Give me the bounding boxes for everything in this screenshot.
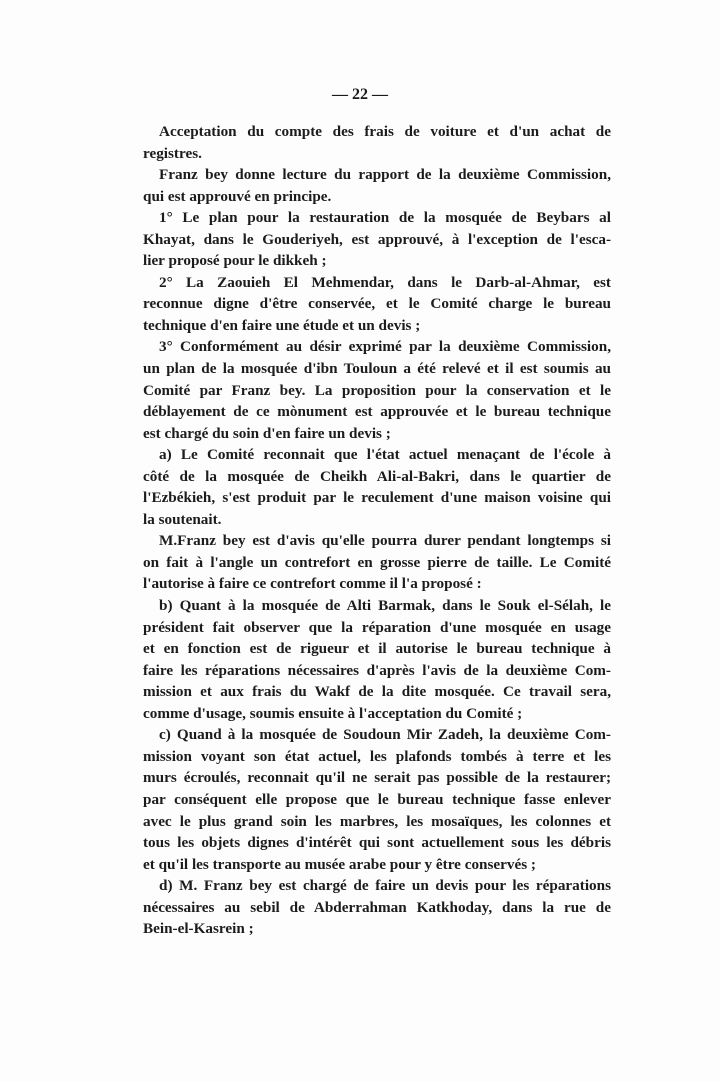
text-line: Comité par Franz bey. La proposition pour la conservation et le xyxy=(143,381,611,399)
text-line: l'autorise à faire ce contrefort comme il l'a proposé : xyxy=(143,575,482,593)
text-line: registres. xyxy=(143,144,202,162)
text-line: d) M. Franz bey est chargé de faire un devis pour les réparations xyxy=(159,877,611,895)
text-line: faire les réparations nécessaires d'après l'avis de la deuxième Com- xyxy=(143,661,611,679)
text-line: reconnue digne d'être conservée, et le Comité charge le bureau xyxy=(143,295,611,313)
text-line: un plan de la mosquée d'ibn Touloun a été relevé et il est soumis au xyxy=(143,360,611,378)
text-line: la soutenait. xyxy=(143,510,222,528)
text-line: côté de la mosquée de Cheikh Ali-al-Bakri, dans le quartier de xyxy=(143,467,611,485)
text-line: technique d'en faire une étude et un devis ; xyxy=(143,316,421,334)
text-line: nécessaires au sebil de Abderrahman Katkhoday, dans la rue de xyxy=(143,898,611,916)
text-line: l'Ezbékieh, s'est produit par le reculement d'une maison voisine qui xyxy=(143,489,611,507)
text-line: mission et aux frais du Wakf de la dite mosquée. Ce travail sera, xyxy=(143,683,611,701)
text-line: lier proposé pour le dikkeh ; xyxy=(143,252,327,270)
text-line: c) Quand à la mosquée de Soudoun Mir Zadeh, la deuxième Com- xyxy=(159,726,611,744)
page-number: — 22 — xyxy=(332,86,388,103)
text-line: est chargé du soin d'en faire un devis ; xyxy=(143,424,391,442)
text-line: Franz bey donne lecture du rapport de la deuxième Commission, xyxy=(159,166,611,184)
text-line: 1° Le plan pour la restauration de la mosquée de Beybars al xyxy=(159,209,611,227)
text-line: b) Quant à la mosquée de Alti Barmak, dans le Souk el-Sélah, le xyxy=(159,597,611,615)
text-line: qui est approuvé en principe. xyxy=(143,187,332,205)
text-line: président fait observer que la réparation d'une mosquée en usage xyxy=(143,618,611,636)
text-line: Khayat, dans le Gouderiyeh, est approuvé, à l'exception de l'esca- xyxy=(143,230,611,248)
text-line: avec le plus grand soin les marbres, les mosaïques, les colonnes et xyxy=(143,812,611,830)
text-line: a) Le Comité reconnait que l'état actuel menaçant de l'école à xyxy=(159,446,611,464)
text-line: et en fonction est de rigueur et il autorise le bureau technique à xyxy=(143,640,611,658)
text-line: Acceptation du compte des frais de voiture et d'un achat de xyxy=(159,123,611,140)
page-body-text xyxy=(143,121,611,940)
text-line: et qu'il les transporte au musée arabe pour y être conservés ; xyxy=(143,855,536,873)
text-line: 3° Conformément au désir exprimé par la deuxième Commission, xyxy=(159,338,611,356)
text-line: M.Franz bey est d'avis qu'elle pourra durer pendant longtemps si xyxy=(159,532,611,550)
text-line: murs écroulés, reconnait qu'il ne serait pas possible de la restaurer; xyxy=(143,769,611,787)
text-line: mission voyant son état actuel, les plafonds tombés à terre et les xyxy=(143,747,611,765)
text-line: déblayement de ce mònument est approuvée et le bureau technique xyxy=(143,403,611,421)
text-line: Bein-el-Kasrein ; xyxy=(143,920,254,938)
text-line: comme d'usage, soumis ensuite à l'acceptation du Comité ; xyxy=(143,704,523,722)
text-line: tous les objets dignes d'intérêt qui sont actuellement sous les débris xyxy=(143,834,611,852)
text-line: on fait à l'angle un contrefort en grosse pierre de taille. Le Comité xyxy=(143,553,611,571)
text-line: par conséquent elle propose que le bureau technique fasse enlever xyxy=(143,790,611,808)
text-line: 2° La Zaouieh El Mehmendar, dans le Darb-al-Ahmar, est xyxy=(159,273,611,291)
